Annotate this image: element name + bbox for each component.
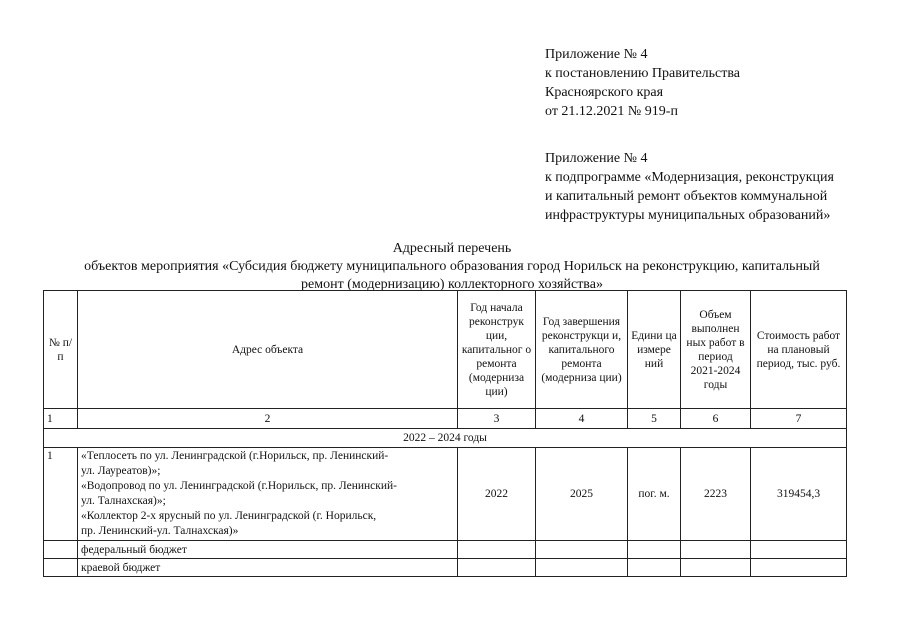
empty-cell xyxy=(681,541,751,559)
appendix-line: от 21.12.2021 № 919-п xyxy=(545,104,678,119)
address-line: ул. Лауреатов)»; xyxy=(81,465,161,477)
unit: пог. м. xyxy=(628,448,681,541)
header-address: Адрес объекта xyxy=(78,291,458,409)
empty-cell xyxy=(628,541,681,559)
end-year: 2025 xyxy=(536,448,628,541)
empty-cell xyxy=(536,541,628,559)
funding-row-regional xyxy=(44,559,847,577)
header-volume: Объем выполнен ных работ в период 2021-2024 годы xyxy=(681,291,751,409)
address-line: «Теплосеть по ул. Ленинградской (г.Норильск, пр. Ленинский- xyxy=(81,450,389,462)
address-line: пр. Ленинский-ул. Талнахская)» xyxy=(81,525,239,537)
appendix-line: к подпрограмме «Модернизация, реконструкция xyxy=(545,170,834,185)
table-row xyxy=(44,448,847,541)
address-line: «Водопровод по ул. Ленинградской (г.Норильск, пр. Ленинский- xyxy=(81,480,397,492)
start-year: 2022 xyxy=(458,448,536,541)
appendix-line: и капитальный ремонт объектов коммунальной xyxy=(545,189,828,204)
row-number: 1 xyxy=(44,448,78,541)
work-volume: 2223 xyxy=(681,448,751,541)
appendix-line: Приложение № 4 xyxy=(545,47,648,62)
address-list-table xyxy=(43,290,847,577)
empty-cell xyxy=(458,541,536,559)
appendix-line: инфраструктуры муниципальных образований» xyxy=(545,208,831,223)
header-cost: Стоимость работ на плановый период, тыс. руб. xyxy=(751,291,847,409)
header-row xyxy=(44,291,847,409)
period-label: 2022 – 2024 годы xyxy=(44,429,847,448)
header-start-year: Год начала реконструк ции, капитальног о ремонта (модерниза ции) xyxy=(458,291,536,409)
address-line: ул. Талнахская)»; xyxy=(81,495,166,507)
title-line-3: ремонт (модернизацию) коллекторного хозяйства» xyxy=(301,277,603,292)
empty-cell xyxy=(681,559,751,577)
appendix-line: Красноярского края xyxy=(545,85,664,100)
period-row xyxy=(44,429,847,448)
title-line-1: Адресный перечень xyxy=(392,241,512,256)
empty-cell xyxy=(536,559,628,577)
funding-label: федеральный бюджет xyxy=(78,541,458,559)
empty-cell xyxy=(458,559,536,577)
column-number: 1 xyxy=(44,409,78,429)
column-number-row xyxy=(44,409,847,429)
appendix-government-decree xyxy=(545,45,885,121)
funding-row-federal xyxy=(44,541,847,559)
object-address xyxy=(78,448,458,541)
address-line: «Коллектор 2-х ярусный по ул. Ленинградской (г. Норильск, xyxy=(81,510,377,522)
empty-cell xyxy=(44,541,78,559)
title-line-2: объектов мероприятия «Субсидия бюджету муниципального образования город Норильск на реконструкцию, капитальный xyxy=(84,259,820,274)
funding-label: краевой бюджет xyxy=(78,559,458,577)
appendix-subprogram xyxy=(545,149,885,225)
header-unit: Едини ца измере ний xyxy=(628,291,681,409)
column-number: 3 xyxy=(458,409,536,429)
empty-cell xyxy=(44,559,78,577)
column-number: 2 xyxy=(78,409,458,429)
column-number: 6 xyxy=(681,409,751,429)
header-end-year: Год завершения реконструкци и, капитального ремонта (модерниза ции) xyxy=(536,291,628,409)
document-title xyxy=(30,240,874,294)
empty-cell xyxy=(628,559,681,577)
empty-cell xyxy=(751,559,847,577)
column-number: 4 xyxy=(536,409,628,429)
empty-cell xyxy=(751,541,847,559)
column-number: 5 xyxy=(628,409,681,429)
work-cost: 319454,3 xyxy=(751,448,847,541)
header-num: № п/п xyxy=(44,291,78,409)
appendix-line: к постановлению Правительства xyxy=(545,66,741,81)
column-number: 7 xyxy=(751,409,847,429)
appendix-line: Приложение № 4 xyxy=(545,151,648,166)
